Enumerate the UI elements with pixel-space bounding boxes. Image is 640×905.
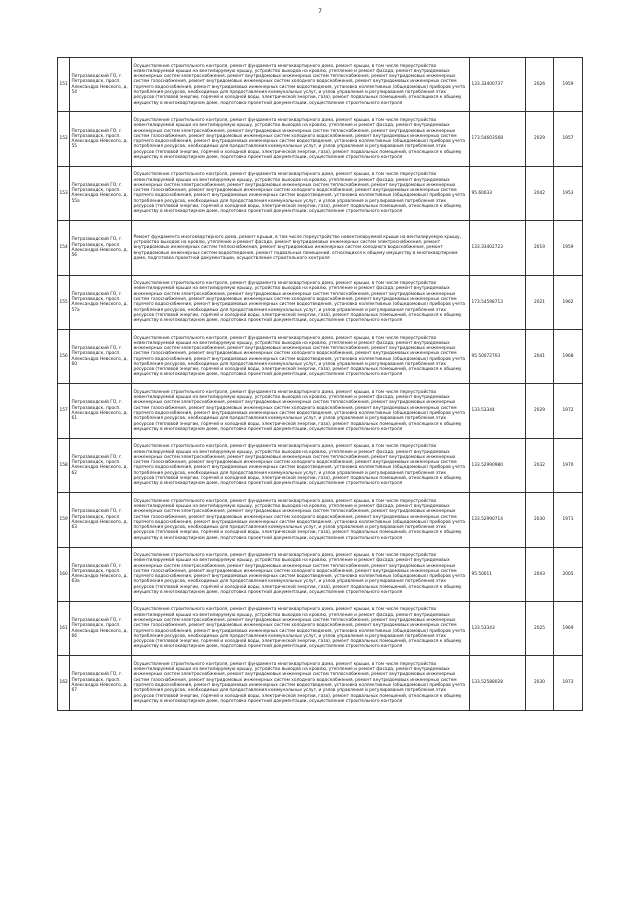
cost-cell: 133.33400737 bbox=[470, 58, 526, 112]
build-year-cell: 1969 bbox=[554, 601, 583, 655]
row-number-cell: 156 bbox=[58, 329, 70, 383]
address-cell: Петрозаводский ГО, г. Петрозаводск, просп. Александра Невского, д. 63 bbox=[70, 493, 132, 547]
build-year-cell: 2005 bbox=[554, 547, 583, 601]
works-description: Осуществление строительного контроля, ремонт фундамента многоквартирного дома, ремонт крыши, в том числе переустройство невентилируемой крыши на вентилируемую крышу, устройство выходов на кровлю, утепление и ремонт фасада, ремонт внутридомовых инженерных систем электроснабжения, ремонт внутридомовых инженерных систем теплоснабжения, ремонт внутридомовых инженерных систем газоснабжения, ремонт внутридомовых инженерных систем холодного водоснабжения, ремонт внутридомовых инженерных систем горячего водоснабжения, ремонт внутридомовых инженерных систем водоотведения, установка коллективных (общедомовых) приборов учета потребления ресурсов, необходимых для предоставления коммунальных услуг, и узлов управления и регулирования потребления этих ресурсов (тепловой энергии, горячей и холодной воды, электрической энергии, газа), ремонт подвальных помещений, относящихся к общему имуществу в многоквартирном доме, подготовка проектной документации, осуществление строительного контроля bbox=[133, 389, 466, 432]
address-cell: Петрозаводский ГО, г. Петрозаводск, просп. Александра Невского, д. 57а bbox=[70, 275, 132, 329]
address-cell: Петрозаводский ГО, г. Петрозаводск, просп. Александра Невского, д. 55а bbox=[70, 166, 132, 220]
address-cell: Петрозаводский ГО, г. Петрозаводск, просп. Александра Невского, д. 61 bbox=[70, 384, 132, 438]
cost-cell: 133.52588028 bbox=[470, 656, 526, 710]
build-year-cell: 1968 bbox=[554, 329, 583, 383]
planned-year-cell: 2030 bbox=[526, 656, 554, 710]
works-cell bbox=[132, 547, 470, 601]
works-cell bbox=[132, 166, 470, 220]
table-row bbox=[58, 166, 583, 220]
build-year-cell: 1957 bbox=[554, 112, 583, 166]
row-number-cell: 155 bbox=[58, 275, 70, 329]
works-cell bbox=[132, 601, 470, 655]
build-year-cell: 1970 bbox=[554, 438, 583, 492]
works-cell bbox=[132, 493, 470, 547]
planned-year-cell: 2041 bbox=[526, 329, 554, 383]
row-number-cell: 160 bbox=[58, 547, 70, 601]
address-cell: Петрозаводский ГО, г. Петрозаводск, просп. Александра Невского, д. 54 bbox=[70, 58, 132, 112]
planned-year-cell: 2043 bbox=[526, 547, 554, 601]
table-row bbox=[58, 656, 583, 710]
planned-year-cell: 2025 bbox=[526, 601, 554, 655]
table-row bbox=[58, 601, 583, 655]
planned-year-cell: 2026 bbox=[526, 58, 554, 112]
cost-cell: 95.60033 bbox=[470, 166, 526, 220]
address-cell: Петрозаводский ГО, г. Петрозаводск, просп. Александра Невского, д. 56 bbox=[70, 221, 132, 275]
row-number-cell: 159 bbox=[58, 493, 70, 547]
works-cell bbox=[132, 329, 470, 383]
row-number-cell: 158 bbox=[58, 438, 70, 492]
build-year-cell: 1972 bbox=[554, 384, 583, 438]
register-table-body bbox=[58, 58, 583, 711]
table-row bbox=[58, 275, 583, 329]
planned-year-cell: 2032 bbox=[526, 438, 554, 492]
table-row bbox=[58, 384, 583, 438]
address-cell: Петрозаводский ГО, г. Петрозаводск, просп. Александра Невского, д. 55 bbox=[70, 112, 132, 166]
cost-cell: 133.52990980 bbox=[470, 438, 526, 492]
cost-cell: 173.54598713 bbox=[470, 275, 526, 329]
works-description: Осуществление строительного контроля, ремонт фундамента многоквартирного дома, ремонт крыши, в том числе переустройство невентилируемой крыши на вентилируемую крышу, устройство выходов на кровлю, утепление и ремонт фасада, ремонт внутридомовых инженерных систем электроснабжения, ремонт внутридомовых инженерных систем теплоснабжения, ремонт внутридомовых инженерных систем газоснабжения, ремонт внутридомовых инженерных систем холодного водоснабжения, ремонт внутридомовых инженерных систем горячего водоснабжения, ремонт внутридомовых инженерных систем водоотведения, установка коллективных (общедомовых) приборов учета потребления ресурсов, необходимых для предоставления коммунальных услуг, и узлов управления и регулирования потребления этих ресурсов (тепловой энергии, горячей и холодной воды, электрической энергии, газа), ремонт подвальных помещений, относящихся к общему имуществу в многоквартирном доме, подготовка проектной документации, осуществление строительного контроля bbox=[133, 498, 466, 541]
cost-cell: 133.33402723 bbox=[470, 221, 526, 275]
build-year-cell: 1962 bbox=[554, 275, 583, 329]
works-cell bbox=[132, 58, 470, 112]
register-table bbox=[57, 57, 583, 711]
address-cell: Петрозаводский ГО, г. Петрозаводск, просп. Александра Невского, д. 63а bbox=[70, 547, 132, 601]
cost-cell: 95.50072703 bbox=[470, 329, 526, 383]
row-number-cell: 154 bbox=[58, 221, 70, 275]
works-description: Осуществление строительного контроля, ремонт фундамента многоквартирного дома, ремонт крыши, в том числе переустройство невентилируемой крыши на вентилируемую крышу, устройство выходов на кровлю, утепление и ремонт фасада, ремонт внутридомовых инженерных систем электроснабжения, ремонт внутридомовых инженерных систем теплоснабжения, ремонт внутридомовых инженерных систем газоснабжения, ремонт внутридомовых инженерных систем холодного водоснабжения, ремонт внутридомовых инженерных систем горячего водоснабжения, ремонт внутридомовых инженерных систем водоотведения, установка коллективных (общедомовых) приборов учета потребления ресурсов, необходимых для предоставления коммунальных услуг, и узлов управления и регулирования потребления этих ресурсов (тепловой энергии, горячей и холодной воды, электрической энергии, газа), ремонт подвальных помещений, относящихся к общему имуществу в многоквартирном доме, подготовка проектной документации, осуществление строительного контроля bbox=[133, 172, 466, 215]
cost-cell: 173.54603568 bbox=[470, 112, 526, 166]
works-cell bbox=[132, 656, 470, 710]
row-number-cell: 152 bbox=[58, 112, 70, 166]
build-year-cell: 1953 bbox=[554, 166, 583, 220]
table-row bbox=[58, 438, 583, 492]
works-description: Осуществление строительного контроля, ремонт фундамента многоквартирного дома, ремонт крыши, в том числе переустройство невентилируемой крыши на вентилируемую крышу, устройство выходов на кровлю, утепление и ремонт фасада, ремонт внутридомовых инженерных систем электроснабжения, ремонт внутридомовых инженерных систем теплоснабжения, ремонт внутридомовых инженерных систем газоснабжения, ремонт внутридомовых инженерных систем холодного водоснабжения, ремонт внутридомовых инженерных систем горячего водоснабжения, ремонт внутридомовых инженерных систем водоотведения, установка коллективных (общедомовых) приборов учета потребления ресурсов, необходимых для предоставления коммунальных услуг, и узлов управления и регулирования потребления этих ресурсов (тепловой энергии, горячей и холодной воды, электрической энергии, газа), ремонт подвальных помещений, относящихся к общему имуществу в многоквартирном доме, подготовка проектной документации, осуществление строительного контроля bbox=[133, 63, 466, 106]
table-row bbox=[58, 221, 583, 275]
build-year-cell: 1973 bbox=[554, 656, 583, 710]
works-description: Осуществление строительного контроля, ремонт фундамента многоквартирного дома, ремонт крыши, в том числе переустройство невентилируемой крыши на вентилируемую крышу, устройство выходов на кровлю, утепление и ремонт фасада, ремонт внутридомовых инженерных систем электроснабжения, ремонт внутридомовых инженерных систем теплоснабжения, ремонт внутридомовых инженерных систем газоснабжения, ремонт внутридомовых инженерных систем холодного водоснабжения, ремонт внутридомовых инженерных систем горячего водоснабжения, ремонт внутридомовых инженерных систем водоотведения, установка коллективных (общедомовых) приборов учета потребления ресурсов, необходимых для предоставления коммунальных услуг, и узлов управления и регулирования потребления этих ресурсов (тепловой энергии, горячей и холодной воды, электрической энергии, газа), ремонт подвальных помещений, относящихся к общему имуществу в многоквартирном доме, подготовка проектной документации, осуществление строительного контроля bbox=[133, 553, 466, 596]
works-cell bbox=[132, 438, 470, 492]
table-row bbox=[58, 493, 583, 547]
row-number-cell: 157 bbox=[58, 384, 70, 438]
works-description: Осуществление строительного контроля, ремонт фундамента многоквартирного дома, ремонт крыши, в том числе переустройство невентилируемой крыши на вентилируемую крышу, устройство выходов на кровлю, утепление и ремонт фасада, ремонт внутридомовых инженерных систем электроснабжения, ремонт внутридомовых инженерных систем теплоснабжения, ремонт внутридомовых инженерных систем газоснабжения, ремонт внутридомовых инженерных систем холодного водоснабжения, ремонт внутридомовых инженерных систем горячего водоснабжения, ремонт внутридомовых инженерных систем водоотведения, установка коллективных (общедомовых) приборов учета потребления ресурсов, необходимых для предоставления коммунальных услуг, и узлов управления и регулирования потребления этих ресурсов (тепловой энергии, горячей и холодной воды, электрической энергии, газа), ремонт подвальных помещений, относящихся к общему имуществу в многоквартирном доме, подготовка проектной документации, осуществление строительного контроля bbox=[133, 607, 466, 650]
cost-cell: 95.50011 bbox=[470, 547, 526, 601]
address-cell: Петрозаводский ГО, г. Петрозаводск, просп. Александра Невского, д. 62 bbox=[70, 438, 132, 492]
address-cell: Петрозаводский ГО, г. Петрозаводск, просп. Александра Невского, д. 66 bbox=[70, 601, 132, 655]
works-cell bbox=[132, 384, 470, 438]
build-year-cell: 1971 bbox=[554, 493, 583, 547]
works-description: Ремонт фундамента многоквартирного дома, ремонт крыши, в том числе переустройство невентилируемой крыши на вентилируемую крышу, устройство выходов на кровлю, утепление и ремонт фасада, ремонт внутридомовых инженерных систем электроснабжения, ремонт внутридомовых инженерных систем теплоснабжения, ремонт внутридомовых инженерных систем холодного водоснабжения, ремонт внутридомовых инженерных систем водоотведения, ремонт подвальных помещений, относящихся к общему имуществу в многоквартирном доме, подготовка проектной документации, осуществление строительного контроля bbox=[133, 234, 461, 261]
address-cell: Петрозаводский ГО, г. Петрозаводск, просп. Александра Невского, д. 60 bbox=[70, 329, 132, 383]
works-description: Осуществление строительного контроля, ремонт фундамента многоквартирного дома, ремонт крыши, в том числе переустройство невентилируемой крыши на вентилируемую крышу, устройство выходов на кровлю, утепление и ремонт фасада, ремонт внутридомовых инженерных систем электроснабжения, ремонт внутридомовых инженерных систем теплоснабжения, ремонт внутридомовых инженерных систем газоснабжения, ремонт внутридомовых инженерных систем холодного водоснабжения, ремонт внутридомовых инженерных систем горячего водоснабжения, ремонт внутридомовых инженерных систем водоотведения, установка коллективных (общедомовых) приборов учета потребления ресурсов, необходимых для предоставления коммунальных услуг, и узлов управления и регулирования потребления этих ресурсов (тепловой энергии, горячей и холодной воды, электрической энергии, газа), ремонт подвальных помещений, относящихся к общему имуществу в многоквартирном доме, подготовка проектной документации, осуществление строительного контроля bbox=[133, 335, 466, 378]
cost-cell: 133.53343 bbox=[470, 601, 526, 655]
planned-year-cell: 2029 bbox=[526, 112, 554, 166]
cost-cell: 133.52990714 bbox=[470, 493, 526, 547]
table-row bbox=[58, 329, 583, 383]
planned-year-cell: 2029 bbox=[526, 384, 554, 438]
works-description: Осуществление строительного контроля, ремонт фундамента многоквартирного дома, ремонт крыши, в том числе переустройство невентилируемой крыши на вентилируемую крышу, устройство выходов на кровлю, утепление и ремонт фасада, ремонт внутридомовых инженерных систем электроснабжения, ремонт внутридомовых инженерных систем теплоснабжения, ремонт внутридомовых инженерных систем газоснабжения, ремонт внутридомовых инженерных систем холодного водоснабжения, ремонт внутридомовых инженерных систем горячего водоснабжения, ремонт внутридомовых инженерных систем водоотведения, установка коллективных (общедомовых) приборов учета потребления ресурсов, необходимых для предоставления коммунальных услуг, и узлов управления и регулирования потребления этих ресурсов (тепловой энергии, горячей и холодной воды, электрической энергии, газа), ремонт подвальных помещений, относящихся к общему имуществу в многоквартирном доме, подготовка проектной документации, осуществление строительного контроля bbox=[133, 117, 466, 160]
planned-year-cell: 2030 bbox=[526, 493, 554, 547]
row-number-cell: 151 bbox=[58, 58, 70, 112]
build-year-cell: 1959 bbox=[554, 58, 583, 112]
address-cell: Петрозаводский ГО, г. Петрозаводск, просп. Александра Невского, д. 67 bbox=[70, 656, 132, 710]
planned-year-cell: 2021 bbox=[526, 275, 554, 329]
works-description: Осуществление строительного контроля, ремонт фундамента многоквартирного дома, ремонт крыши, в том числе переустройство невентилируемой крыши на вентилируемую крышу, устройство выходов на кровлю, утепление и ремонт фасада, ремонт внутридомовых инженерных систем электроснабжения, ремонт внутридомовых инженерных систем теплоснабжения, ремонт внутридомовых инженерных систем газоснабжения, ремонт внутридомовых инженерных систем холодного водоснабжения, ремонт внутридомовых инженерных систем горячего водоснабжения, ремонт внутридомовых инженерных систем водоотведения, установка коллективных (общедомовых) приборов учета потребления ресурсов, необходимых для предоставления коммунальных услуг, и узлов управления и регулирования потребления этих ресурсов (тепловой энергии, горячей и холодной воды, электрической энергии, газа), ремонт подвальных помещений, относящихся к общему имуществу в многоквартирном доме, подготовка проектной документации, осуществление строительного контроля bbox=[133, 661, 466, 704]
page-number: 7 bbox=[318, 8, 322, 15]
table-row bbox=[58, 547, 583, 601]
works-description: Осуществление строительного контроля, ремонт фундамента многоквартирного дома, ремонт крыши, в том числе переустройство невентилируемой крыши на вентилируемую крышу, устройство выходов на кровлю, утепление и ремонт фасада, ремонт внутридомовых инженерных систем электроснабжения, ремонт внутридомовых инженерных систем теплоснабжения, ремонт внутридомовых инженерных систем газоснабжения, ремонт внутридомовых инженерных систем холодного водоснабжения, ремонт внутридомовых инженерных систем горячего водоснабжения, ремонт внутридомовых инженерных систем водоотведения, установка коллективных (общедомовых) приборов учета потребления ресурсов, необходимых для предоставления коммунальных услуг, и узлов управления и регулирования потребления этих ресурсов (тепловой энергии, горячей и холодной воды, электрической энергии, газа), ремонт подвальных помещений, относящихся к общему имуществу в многоквартирном доме, подготовка проектной документации, осуществление строительного контроля bbox=[133, 444, 466, 487]
row-number-cell: 162 bbox=[58, 656, 70, 710]
works-cell bbox=[132, 112, 470, 166]
works-cell bbox=[132, 221, 470, 275]
table-row bbox=[58, 112, 583, 166]
row-number-cell: 161 bbox=[58, 601, 70, 655]
works-description: Осуществление строительного контроля, ремонт фундамента многоквартирного дома, ремонт крыши, в том числе переустройство невентилируемой крыши на вентилируемую крышу, устройство выходов на кровлю, утепление и ремонт фасада, ремонт внутридомовых инженерных систем электроснабжения, ремонт внутридомовых инженерных систем теплоснабжения, ремонт внутридомовых инженерных систем газоснабжения, ремонт внутридомовых инженерных систем холодного водоснабжения, ремонт внутридомовых инженерных систем горячего водоснабжения, ремонт внутридомовых инженерных систем водоотведения, установка коллективных (общедомовых) приборов учета потребления ресурсов, необходимых для предоставления коммунальных услуг, и узлов управления и регулирования потребления этих ресурсов (тепловой энергии, горячей и холодной воды, электрической энергии, газа), ремонт подвальных помещений, относящихся к общему имуществу в многоквартирном доме, подготовка проектной документации, осуществление строительного контроля bbox=[133, 281, 466, 324]
row-number-cell: 153 bbox=[58, 166, 70, 220]
planned-year-cell: 2042 bbox=[526, 166, 554, 220]
table-row bbox=[58, 58, 583, 112]
build-year-cell: 1959 bbox=[554, 221, 583, 275]
works-cell bbox=[132, 275, 470, 329]
cost-cell: 133.53344 bbox=[470, 384, 526, 438]
planned-year-cell: 2019 bbox=[526, 221, 554, 275]
